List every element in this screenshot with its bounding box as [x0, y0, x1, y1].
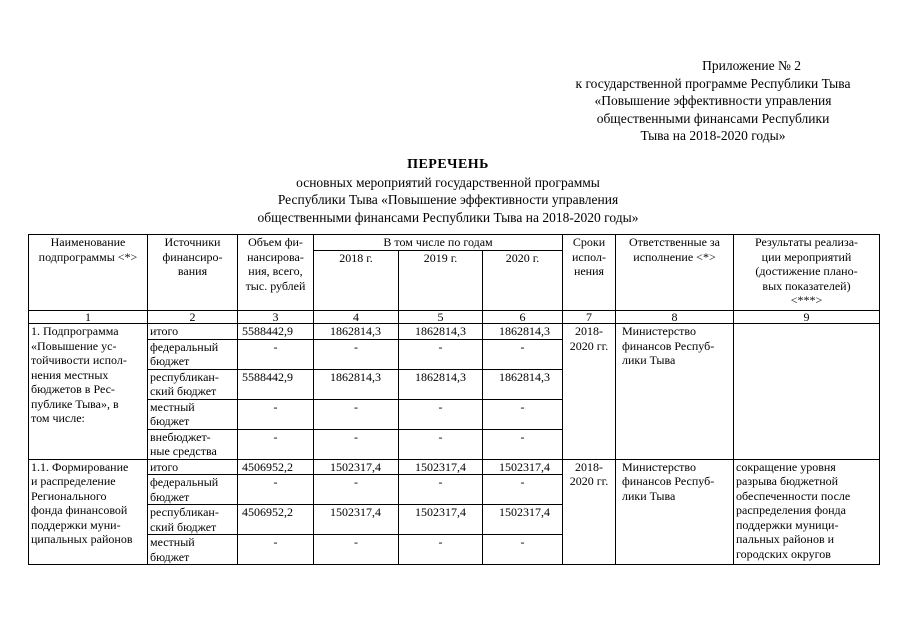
header-results: Результаты реализа- ции мероприятий (достижение плано- вых показателей) <***> [734, 235, 880, 311]
amount-y2018: 1502317,4 [314, 505, 399, 535]
funding-source [148, 399, 238, 429]
cell-line: пальных районов и [736, 532, 835, 546]
funding-source [148, 339, 238, 369]
amount-y2018: 1862814,3 [314, 369, 399, 399]
cell-line: республикан- [150, 505, 219, 519]
funding-source [148, 475, 238, 505]
amount-y2020: 1502317,4 [483, 459, 563, 475]
cell-line: поддержки муници- [736, 517, 839, 532]
responsible-executor [616, 459, 734, 565]
funding-source [148, 324, 238, 340]
cell-line: федеральный [150, 339, 219, 354]
cell-line: финансов Респуб- [622, 474, 715, 488]
funding-source [148, 535, 238, 565]
cell-line: республикан- [150, 369, 219, 384]
column-number: 4 [314, 311, 399, 324]
execution-terms [563, 459, 616, 565]
amount-y2020: - [483, 429, 563, 459]
header-terms: Сроки испол- нения [563, 235, 616, 311]
amount-volume: - [238, 429, 314, 459]
column-numbers-row [29, 311, 880, 324]
amount-volume: - [238, 475, 314, 505]
cell-line: распределения фонда [736, 503, 846, 517]
amount-y2020: - [483, 535, 563, 565]
cell-line: и распределение [31, 474, 116, 488]
cell-line: лики Тыва [622, 488, 676, 503]
amount-y2020: 1862814,3 [483, 324, 563, 340]
cell-line: бюджет [150, 414, 190, 428]
appendix-line: к государственной программе Республики Тыва [575, 75, 851, 91]
cell-line: публике Тыва», в [31, 396, 119, 411]
header-responsible: Ответственные за исполнение <*> [616, 235, 734, 311]
table-body [29, 235, 880, 565]
column-number: 8 [616, 311, 734, 324]
amount-volume: - [238, 535, 314, 565]
amount-volume: - [238, 399, 314, 429]
cell-line: 1.1. Формирование [31, 459, 129, 474]
header-row [29, 235, 880, 251]
cell-line: городских округов [736, 546, 831, 561]
amount-y2019: - [399, 339, 483, 369]
amount-y2020: 1862814,3 [483, 369, 563, 399]
amount-y2018: - [314, 399, 399, 429]
table-row [29, 459, 880, 475]
cell-line: 2020 гг. [569, 338, 609, 353]
subprogram-name [29, 324, 148, 460]
amount-y2018: 1502317,4 [314, 459, 399, 475]
amount-y2019: - [399, 535, 483, 565]
amount-y2019: 1862814,3 [399, 369, 483, 399]
amount-y2020: - [483, 399, 563, 429]
cell-line: итого [150, 459, 179, 474]
amount-y2018: - [314, 339, 399, 369]
column-number: 5 [399, 311, 483, 324]
cell-line: поддержки муни- [31, 517, 121, 532]
cell-line: разрыва бюджетной [736, 474, 839, 488]
cell-line: ский бюджет [150, 384, 217, 398]
cell-line: местный [150, 399, 195, 414]
measures-table [28, 234, 880, 565]
cell-line: 2020 гг. [569, 474, 609, 488]
cell-line: местный [150, 535, 195, 549]
amount-y2018: - [314, 475, 399, 505]
amount-volume: 5588442,9 [238, 369, 314, 399]
column-number: 7 [563, 311, 616, 324]
funding-source [148, 459, 238, 475]
header-source: Источники финансиро- вания [148, 235, 238, 311]
title-line: основных мероприятий государственной программы [296, 174, 600, 190]
cell-line: 2018- [575, 459, 603, 474]
cell-line: лики Тыва [622, 353, 676, 367]
amount-y2020: - [483, 339, 563, 369]
column-number: 2 [148, 311, 238, 324]
cell-line: бюджет [150, 489, 190, 504]
amount-y2019: - [399, 429, 483, 459]
responsible-executor [616, 324, 734, 460]
title-heading: ПЕРЕЧЕНЬ [407, 157, 489, 172]
expected-results [734, 459, 880, 565]
header-year-2019: 2019 г. [399, 250, 483, 311]
cell-line: итого [150, 324, 179, 338]
amount-y2019: 1502317,4 [399, 505, 483, 535]
subprogram-name [29, 459, 148, 565]
amount-y2019: 1502317,4 [399, 459, 483, 475]
cell-line: 2018- [575, 324, 603, 338]
header-by-years: В том числе по годам [314, 235, 563, 251]
cell-line: бюджет [150, 354, 190, 368]
funding-source [148, 505, 238, 535]
appendix-line: общественными финансами Республики [596, 110, 830, 126]
title-line: общественными финансами Республики Тыва на 2018-2020 годы» [257, 209, 639, 225]
title-line: Республики Тыва «Повышение эффективности управления [277, 192, 619, 207]
amount-y2018: - [314, 429, 399, 459]
header-year-2020: 2020 г. [483, 250, 563, 311]
column-number: 6 [483, 311, 563, 324]
amount-y2019: 1862814,3 [399, 324, 483, 340]
cell-line: Министерство [622, 459, 696, 474]
amount-volume: 4506952,2 [238, 505, 314, 535]
funding-source [148, 429, 238, 459]
column-number: 1 [29, 311, 148, 324]
cell-line: внебюджет- [150, 429, 211, 444]
cell-line: ные средства [150, 444, 217, 458]
amount-volume: 4506952,2 [238, 459, 314, 475]
cell-line: 1. Подпрограмма [31, 324, 119, 338]
cell-line: федеральный [150, 475, 219, 489]
header-name: Наименование подпрограммы <*> [29, 235, 148, 311]
funding-source [148, 369, 238, 399]
amount-y2018: - [314, 535, 399, 565]
document-title [178, 156, 718, 226]
appendix-note [553, 57, 873, 145]
cell-line: бюджетов в Рес- [31, 382, 115, 396]
amount-y2020: 1502317,4 [483, 505, 563, 535]
cell-line: тойчивости испол- [31, 353, 127, 367]
appendix-line: Приложение № 2 [702, 58, 801, 73]
expected-results [734, 324, 880, 460]
header-volume: Объем фи- нансирова- ния, всего, тыс. рублей [238, 235, 314, 311]
execution-terms [563, 324, 616, 460]
amount-y2019: - [399, 399, 483, 429]
amount-volume: - [238, 339, 314, 369]
cell-line: фонда финансовой [31, 503, 128, 517]
amount-y2019: - [399, 475, 483, 505]
cell-line: Регионального [31, 488, 107, 503]
appendix-line: Тыва на 2018-2020 годы» [640, 128, 786, 143]
cell-line: «Повышение ус- [31, 338, 117, 353]
column-number: 3 [238, 311, 314, 324]
amount-volume: 5588442,9 [238, 324, 314, 340]
cell-line: ципальных районов [31, 532, 133, 546]
amount-y2020: - [483, 475, 563, 505]
cell-line: финансов Респуб- [622, 338, 715, 353]
cell-line: нения местных [31, 367, 109, 382]
cell-line: Министерство [622, 324, 696, 338]
cell-line: бюджет [150, 549, 190, 564]
appendix-line: «Повышение эффективности управления [594, 93, 832, 108]
column-number: 9 [734, 311, 880, 324]
header-year-2018: 2018 г. [314, 250, 399, 311]
cell-line: сокращение уровня [736, 459, 836, 474]
table-row [29, 324, 880, 340]
cell-line: том числе: [31, 411, 85, 425]
amount-y2018: 1862814,3 [314, 324, 399, 340]
cell-line: ский бюджет [150, 519, 217, 534]
cell-line: обеспеченности после [736, 488, 851, 503]
